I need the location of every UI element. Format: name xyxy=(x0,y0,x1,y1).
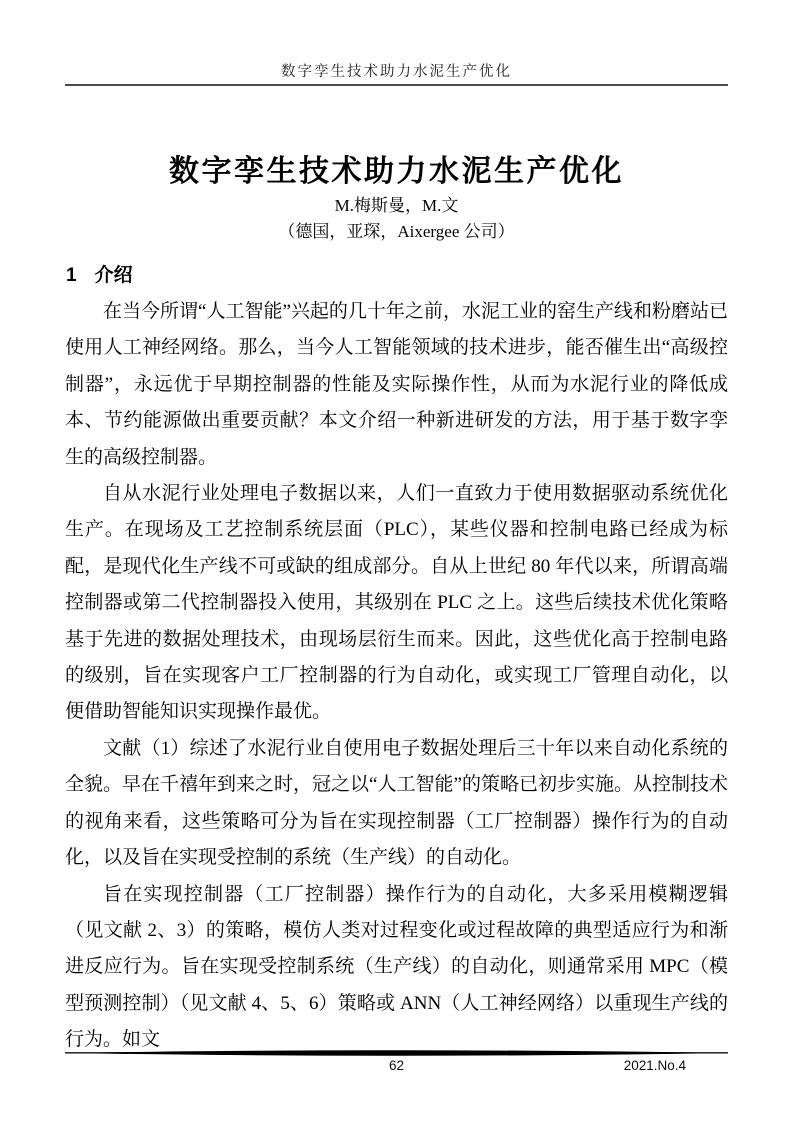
article-body xyxy=(65,294,728,1059)
paragraph: 文献（1）综述了水泥行业自使用电子数据处理后三十年以来自动化系统的全貌。早在千禧年到来之时，冠之以“人工智能”的策略已初步实施。从控制技术的视角来看，这些策略可分为旨在实现控制器（工厂控制器）操作行为的自动化，以及旨在实现受控制的系统（生产线）的自动化。 xyxy=(65,737,728,869)
section-number: 1 xyxy=(66,265,77,286)
article-authors: M.梅斯曼，M.文 xyxy=(334,196,459,215)
paragraph: 自从水泥行业处理电子数据以来，人们一直致力于使用数据驱动系统优化生产。在现场及工艺控制系统层面（PLC），某些仪器和控制电路已经成为标配，是现代化生产线不可或缺的组成部分。自从上世纪 80 年代以来，所谓高端控制器或第二代控制器投入使用，其级别在 PLC 之上。这些后续技术优化策略基于先进的数据处理技术，由现场层衍生而来。因此，这些优化高于控制电路的级别，旨在实现客户工厂控制器的行为自动化，或实现工厂管理自动化，以便借助智能知识实现操作最优。 xyxy=(65,483,728,723)
footer-page-number: 62 xyxy=(388,1058,405,1073)
article-title: 数字孪生技术助力水泥生产优化 xyxy=(169,155,624,189)
footer-divider xyxy=(65,1049,728,1057)
footer-issue-label: 2021.No.4 xyxy=(623,1058,686,1073)
article-affiliation: （德国，亚琛，Aixergee 公司） xyxy=(278,222,515,241)
header-rule xyxy=(65,84,728,86)
section-heading xyxy=(66,260,133,287)
paragraph: 在当今所谓“人工智能”兴起的几十年之前，水泥工业的窑生产线和粉磨站已使用人工神经网络。那么，当今人工智能领域的技术进步，能否催生出“高级控制器”，永远优于早期控制器的性能及实际操作性，从而为水泥行业的降低成本、节约能源做出重要贡献？本文介绍一种新进研发的方法，用于基于数字孪生的高级控制器。 xyxy=(65,301,728,468)
section-title: 介绍 xyxy=(94,265,133,286)
paragraph: 旨在实现控制器（工厂控制器）操作行为的自动化，大多采用模糊逻辑（见文献 2、3）的策略，模仿人类对过程变化或过程故障的典型适应行为和渐进反应行为。旨在实现受控制系统（生产线）的自动化，则通常采用 MPC（模型预测控制）（见文献 4、5、6）策略或 ANN（人工神经网络）以重现生产线的行为。如文 xyxy=(65,883,728,1051)
running-head-title: 数字孪生技术助力水泥生产优化 xyxy=(281,64,512,80)
